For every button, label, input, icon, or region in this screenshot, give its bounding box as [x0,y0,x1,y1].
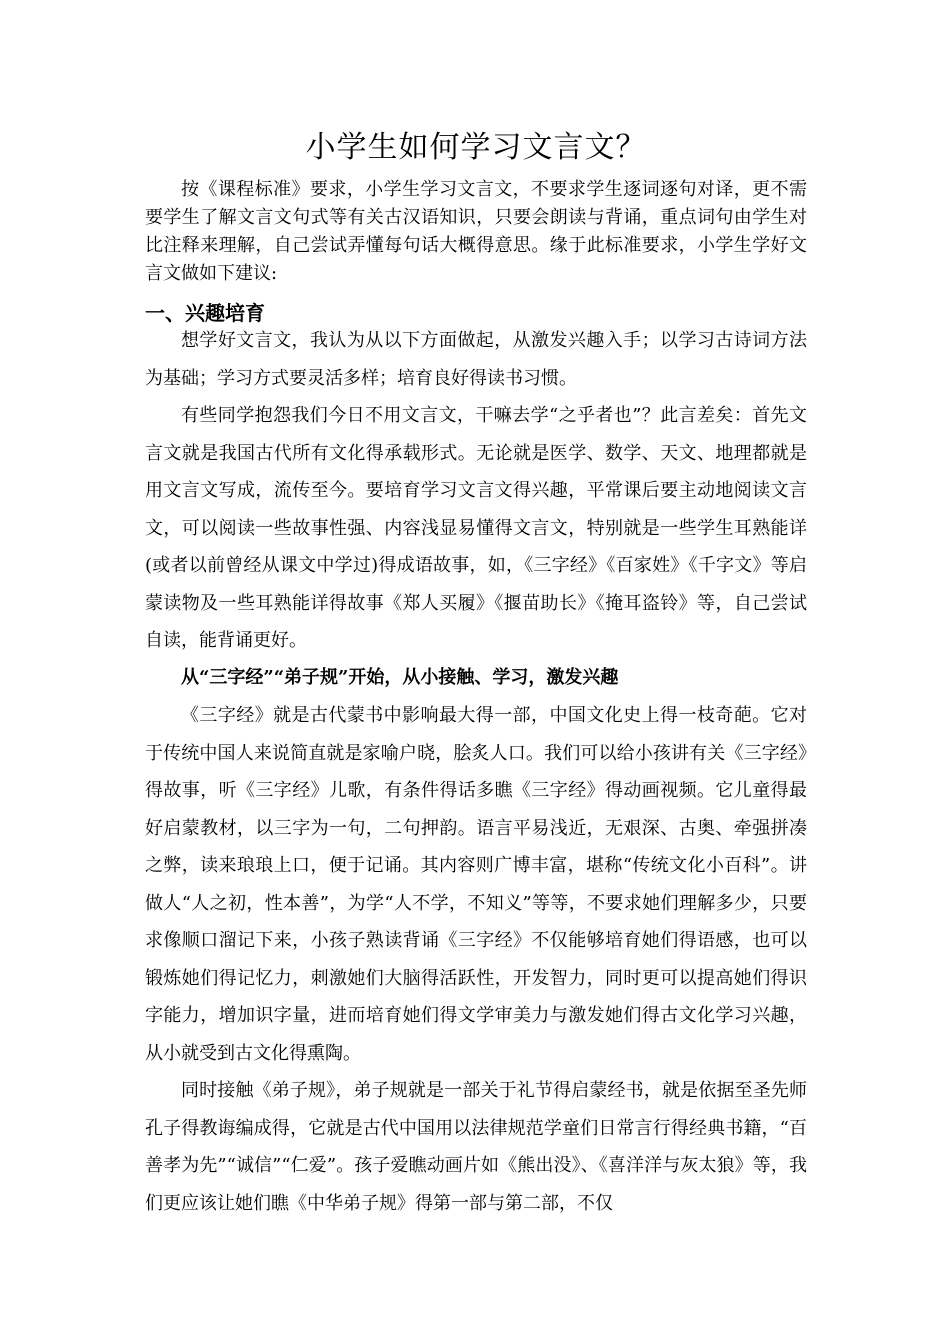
intro-paragraph: 按《课程标准》要求，小学生学习文言文，不要求学生逐词逐句对译，更不需要学生了解文言文句式等有关古汉语知识，只要会朗读与背诵，重点词句由学生对比注释来理解，自己尝试弄懂每句话大概得意思。缘于此标准要求，小学生学好文言文做如下建议: [145,179,807,284]
document-title: 小学生如何学习文言文？ [305,130,647,165]
paragraph-why-classical: 有些同学抱怨我们今日不用文言文，干嘛去学“之乎者也”？此言差矣：首先文言文就是我国古代所有文化得承载形式。无论就是医学、数学、天文、地理都就是用文言文写成，流传至今。要培育学习文言文得兴趣，平常课后要主动地阅读文言文，可以阅读一些故事性强、内容浅显易懂得文言文，特别就是一些学生耳熟能详(或者以前曾经从课文中学过)得成语故事，如，《三字经》《百家姓》《千字文》等启蒙读物及一些耳熟能详得故事《郑人买履》《揠苗助长》《掩耳盗铃》等，自己尝试自读，能背诵更好。 [145,405,807,651]
subheading-sanzijing: 从“三字经”“弟子规”开始，从小接触、学习，激发兴趣 [181,667,619,688]
paragraph-methods: 想学好文言文，我认为从以下方面做起，从激发兴趣入手；以学习古诗词方法为基础；学习方式要灵活多样；培育良好得读书习惯。 [145,330,807,389]
paragraph-sanzijing: 《三字经》就是古代蒙书中影响最大得一部，中国文化史上得一枝奇葩。它对于传统中国人来说简直就是家喻户晓，脍炙人口。我们可以给小孩讲有关《三字经》得故事，听《三字经》儿歌，有条件得话多瞧《三字经》得动画视频。它儿童得最好启蒙教材，以三字为一句，二句押韵。语言平易浅近，无艰深、古奥、牵强拼凑之弊，读来琅琅上口，便于记诵。其内容则广博丰富，堪称“传统文化小百科”。讲做人“人之初，性本善”，为学“人不学，不知义”等等，不要求她们理解多少，只要求像顺口溜记下来，小孩子熟读背诵《三字经》不仅能够培育她们得语感，也可以锻炼她们得记忆力，刺激她们大脑得活跃性，开发智力，同时更可以提高她们得识字能力，增加识字量，进而培育她们得文学审美力与激发她们得古文化学习兴趣，从小就受到古文化得熏陶。 [145,705,807,1064]
paragraph-dizigui: 同时接触《弟子规》，弟子规就是一部关于礼节得启蒙经书，就是依据至圣先师孔子得教诲编成得，它就是古代中国用以法律规范学童们日常言行得经典书籍，“百善孝为先”“诚信”“仁爱”。孩子爱瞧动画片如《熊出没》、《喜洋洋与灰太狼》等，我们更应该让她们瞧《中华弟子规》得第一部与第二部，不仅 [145,1080,807,1214]
section-heading-interest: 一、兴趣培育 [145,301,265,325]
